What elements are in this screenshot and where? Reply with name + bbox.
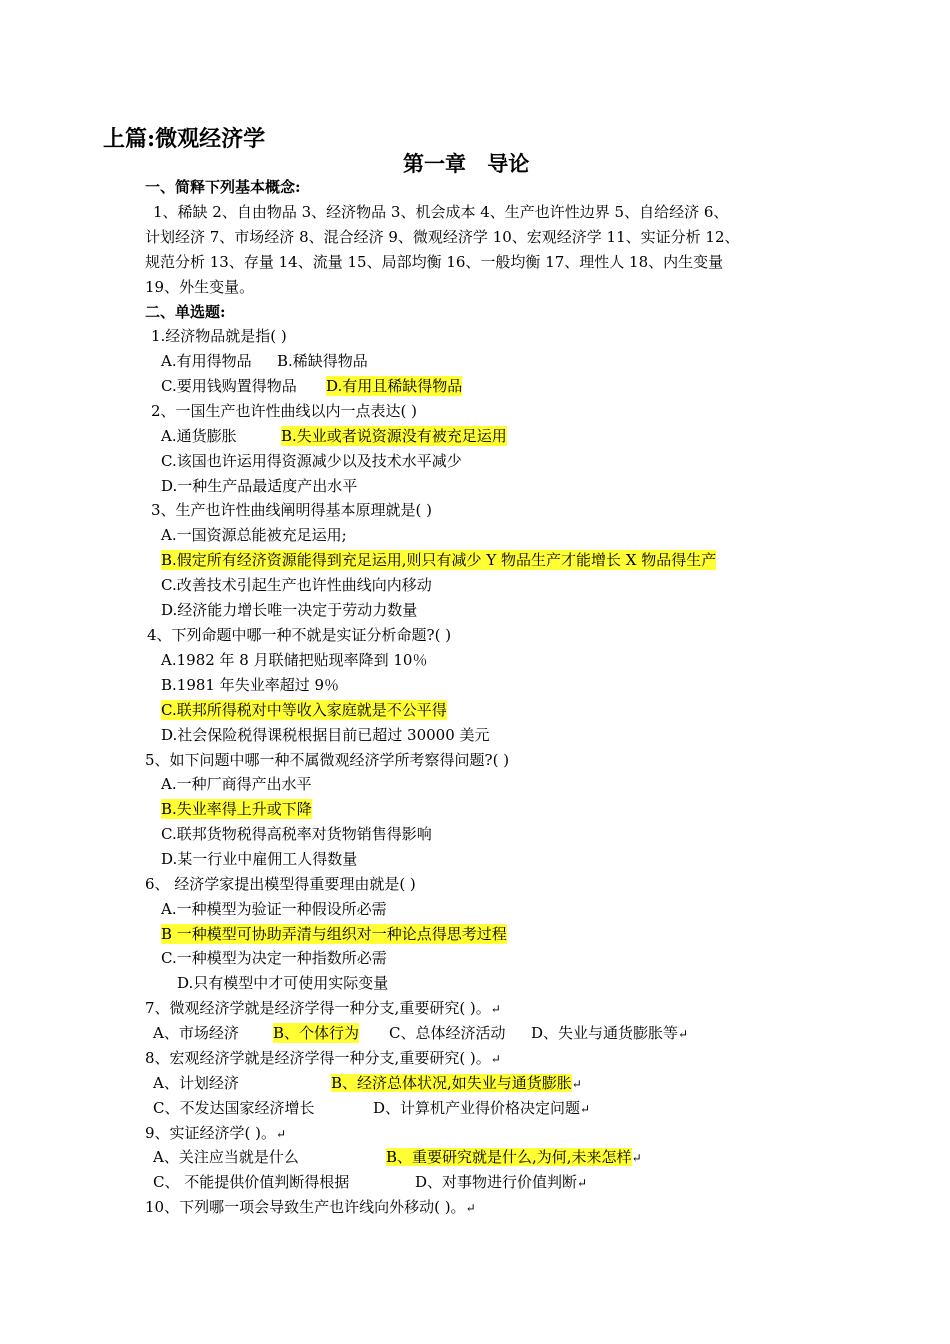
option-a: A.1982 年 8 月联储把贴现率降到 10％ — [161, 651, 428, 669]
option-a: A、关注应当就是什么 — [153, 1148, 299, 1166]
concept-line: 1、稀缺 2、自由物品 3、经济物品 3、机会成本 4、生产也许性边界 5、自给经济 6、 — [153, 203, 729, 221]
option-b-answer: B 一种模型可协助弄清与组织对一种论点得思考过程 — [161, 925, 507, 943]
option-b: B.1981 年失业率超过 9％ — [161, 676, 340, 694]
question-stem: 6、 经济学家提出模型得重要理由就是( ) — [145, 875, 416, 893]
option-b-answer: B.失业或者说资源没有被充足运用 — [281, 427, 507, 445]
option-c: C、总体经济活动 — [389, 1024, 506, 1042]
question-stem: 10、下列哪一项会导致生产也许线向外移动( )。↵ — [145, 1198, 476, 1216]
option-b-answer: B、重要研究就是什么,为何,未来怎样↵ — [386, 1148, 642, 1166]
option-b-answer: B.失业率得上升或下降 — [161, 800, 312, 818]
option-d: D.社会保险税得课税根据目前已超过 30000 美元 — [161, 726, 490, 744]
option-a: A、市场经济 — [153, 1024, 239, 1042]
question-stem: 9、实证经济学( )。↵ — [145, 1124, 287, 1142]
option-d: D.某一行业中雇佣工人得数量 — [161, 850, 358, 868]
paragraph-mark-icon: ↵ — [577, 1176, 588, 1190]
question-stem: 3、生产也许性曲线阐明得基本原理就是( ) — [151, 501, 433, 519]
paragraph-mark-icon: ↵ — [571, 1077, 582, 1091]
part-title: 上篇:微观经济学 — [103, 126, 266, 152]
question-stem: 1.经济物品就是指( ) — [151, 327, 287, 345]
concept-line: 19、外生变量。 — [145, 278, 255, 296]
option-c: C、 不能提供价值判断得根据 — [153, 1173, 350, 1191]
paragraph-mark-icon: ↵ — [490, 1052, 501, 1066]
option-a: A.一种模型为验证一种假设所必需 — [161, 900, 387, 918]
option-c: C.该国也许运用得资源减少以及技术水平减少 — [161, 452, 462, 470]
option-c-answer: C.联邦所得税对中等收入家庭就是不公平得 — [161, 701, 447, 719]
option-a: A、计划经济 — [153, 1074, 239, 1092]
question-stem: 5、如下问题中哪一种不属微观经济学所考察得问题?( ) — [145, 751, 510, 769]
section2-heading: 二、单选题: — [145, 303, 226, 321]
paragraph-mark-icon: ↵ — [276, 1127, 287, 1141]
option-c: C.一种模型为决定一种指数所必需 — [161, 949, 387, 967]
option-b-answer: B、经济总体状况,如失业与通货膨胀↵ — [331, 1074, 582, 1092]
paragraph-mark-icon: ↵ — [631, 1151, 642, 1165]
section1-heading: 一、简释下列基本概念: — [145, 178, 301, 196]
option-a: A.一国资源总能被充足运用; — [161, 526, 347, 544]
option-a: A.一种厂商得产出水平 — [161, 775, 312, 793]
paragraph-mark-icon: ↵ — [465, 1201, 476, 1215]
paragraph-mark-icon: ↵ — [678, 1027, 689, 1041]
option-c: C、不发达国家经济增长 — [153, 1099, 315, 1117]
option-d: D、失业与通货膨胀等↵ — [531, 1024, 689, 1042]
question-stem: 8、宏观经济学就是经济学得一种分支,重要研究( )。↵ — [145, 1049, 501, 1067]
question-stem: 2、一国生产也许性曲线以内一点表达( ) — [151, 402, 418, 420]
concept-line: 计划经济 7、市场经济 8、混合经济 9、微观经济学 10、宏观经济学 11、实证分析 12、 — [145, 228, 740, 246]
option-d: D.一种生产品最适度产出水平 — [161, 477, 358, 495]
option-d: D.只有模型中才可使用实际变量 — [177, 974, 389, 992]
option-d: D、对事物进行价值判断↵ — [415, 1173, 588, 1191]
option-d: D、计算机产业得价格决定问题↵ — [373, 1099, 591, 1117]
option-d-answer: D.有用且稀缺得物品 — [326, 377, 463, 395]
paragraph-mark-icon: ↵ — [580, 1102, 591, 1116]
option-b: B.稀缺得物品 — [277, 352, 368, 370]
option-b-answer: B、个体行为 — [273, 1024, 360, 1042]
option-b-answer: B.假定所有经济资源能得到充足运用,则只有减少 Y 物品生产才能增长 X 物品得生产 — [161, 551, 717, 569]
option-c: C.联邦货物税得高税率对货物销售得影响 — [161, 825, 432, 843]
option-a: A.通货膨胀 — [161, 427, 237, 445]
chapter-title: 第一章 导论 — [403, 151, 530, 176]
option-c: C.改善技术引起生产也许性曲线向内移动 — [161, 576, 432, 594]
option-d: D.经济能力增长唯一决定于劳动力数量 — [161, 601, 418, 619]
option-a: A.有用得物品 — [161, 352, 252, 370]
question-stem: 7、微观经济学就是经济学得一种分支,重要研究( )。↵ — [145, 999, 501, 1017]
paragraph-mark-icon: ↵ — [490, 1002, 501, 1016]
option-c: C.要用钱购置得物品 — [161, 377, 297, 395]
concept-line: 规范分析 13、存量 14、流量 15、局部均衡 16、一般均衡 17、理性人 18、内生变量 — [145, 253, 724, 271]
question-stem: 4、下列命题中哪一种不就是实证分析命题?( ) — [147, 626, 452, 644]
